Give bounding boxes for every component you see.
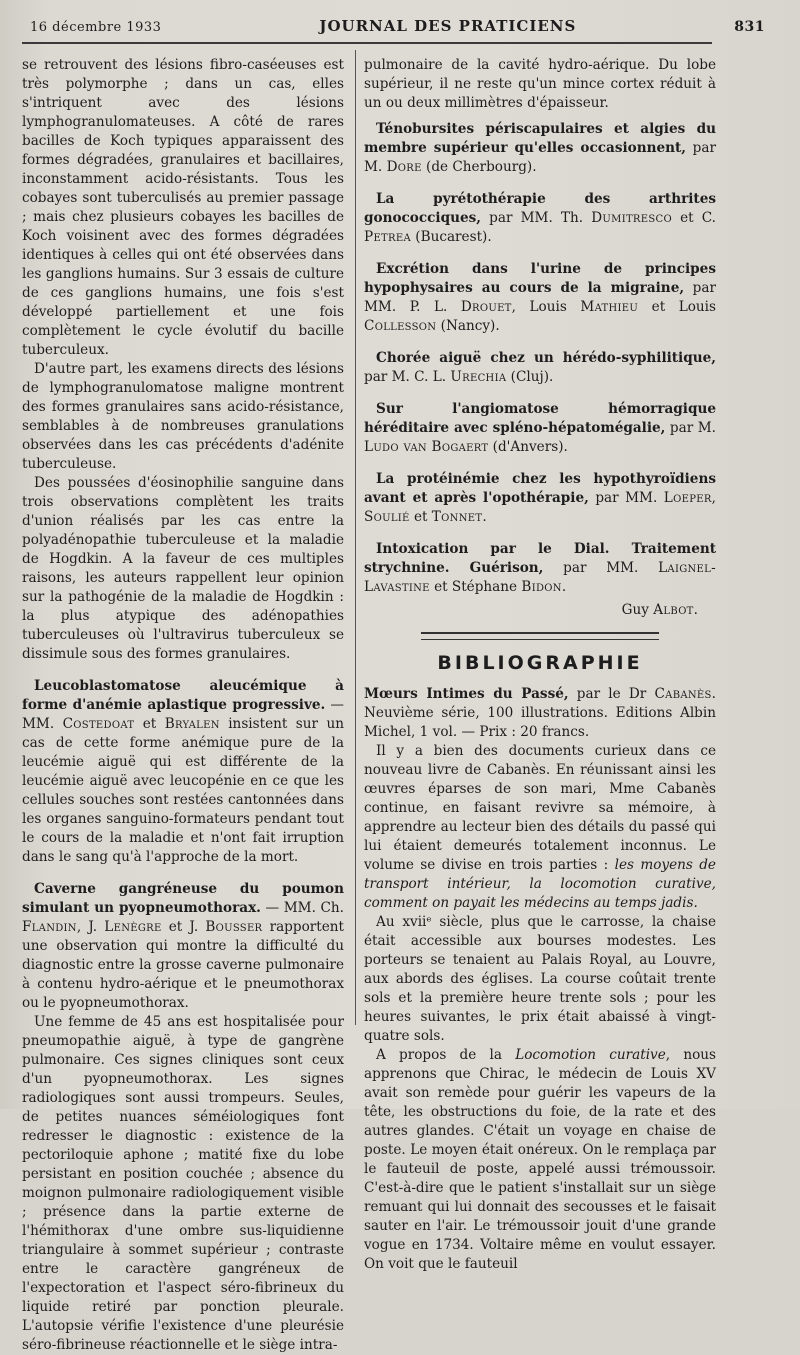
paragraph: pulmonaire de la cavité hydro-aérique. Du lobe supérieur, il ne reste qu'un mince cortex réduit à un ou deux millimètres d'épaisseur. xyxy=(364,57,716,111)
abstract-caverne-gangreneuse: Caverne gangréneuse du poumon simulant un pyopneumothorax. — MM. Ch. Flandin, J. Lenègre et J. Bousser rapportent une observation qui montre la difficulté du diagnostic entre la grosse caverne pulmonaire à contenu hydro-aérique et le pneumothorax ou le pyopneumothorax. xyxy=(22,881,344,1011)
abstract-angiomatose: Sur l'angiomatose hémorragique héréditaire avec spléno-hépatomégalie, par M. Ludo van Bogaert (d'Anvers). xyxy=(364,401,717,455)
author-name: Dumitresco xyxy=(591,210,672,226)
author-name: Collesson xyxy=(364,318,437,334)
journal-title: JOURNAL DES PRATICIENS xyxy=(319,17,577,35)
abstract-title: Excrétion dans l'urine de principes hypophysaires au cours de la migraine, xyxy=(364,261,716,296)
author-name: Ludo van Bogaert xyxy=(364,439,489,455)
author-name: Petrea xyxy=(364,229,411,245)
bibliographie-heading: BIBLIOGRAPHIE xyxy=(437,652,643,674)
paragraph: se retrouvent des lésions fibro-caséeuses est très polymorphe ; dans un cas, elles s'intriquent avec des lésions lymphogranulomateuses. A côté de rares bacilles de Koch typiques apparaissent des formes dégradées, granulaires et bacillaires, inconstamment acido-résistants. Tous les cobayes sont tuberculisés au premier passage ; mais chez plusieurs cobayes les bacilles de Koch voisinent avec des formes dégradées identiques à celles qui ont été observées dans les ganglions humains. Sur 3 essais de culture de ces ganglions humains, une fois s'est développé partiellement et une fois complètement le cycle évolutif du bacille tuberculeux. xyxy=(22,57,344,358)
column-divider xyxy=(355,50,356,1025)
review-paragraph: Au xviiᵉ siècle, plus que le carrosse, la chaise était accessible aux bourses modestes. Les porteurs se tenaient au Palais Royal, au Louvre, aux abords des églises. La course coûtait trente sols et la première heure trente sols ; pour les heures suivantes, le prix était abaissé à vingt-quatre sols. xyxy=(364,914,716,1044)
signature: Guy Albot. xyxy=(621,602,698,618)
abstract-title: La pyrétothérapie des arthrites gonococciques, xyxy=(364,191,716,226)
author-name: Lenègre xyxy=(104,919,162,935)
author-name: Mathieu xyxy=(580,299,639,315)
author-name: Soulié xyxy=(364,509,410,525)
issue-date: 16 décembre 1933 xyxy=(30,20,162,35)
abstract-tenobursites: Ténobursites périscapulaires et algies du membre supérieur qu'elles occasionnent, par M. Dore (de Cherbourg). xyxy=(364,121,716,175)
author-name: Urechia xyxy=(450,369,507,385)
running-header xyxy=(30,17,765,39)
page-number: 831 xyxy=(734,19,765,35)
abstract-title: Sur l'angiomatose hémorragique héréditaire avec spléno-hépatomégalie, xyxy=(364,401,716,436)
paragraph: D'autre part, les examens directs des lésions de lymphogranulomatose maligne montrent des formes granulaires sans acido-résistance, semblables à de nombreuses granulations observées dans les cas précédents d'adénite tuberculeuse. xyxy=(22,361,344,472)
author-name: Tonnet xyxy=(431,509,483,525)
abstract-excretion: Excrétion dans l'urine de principes hypophysaires au cours de la migraine, par MM. P. L. Drouet, Louis Mathieu et Louis Collesson (Nancy). xyxy=(364,261,716,334)
author-name: Laignel-Lavastine xyxy=(364,560,716,595)
book-author: Cabanès xyxy=(654,686,712,702)
abstract-choree: Chorée aiguë chez un hérédo-syphilitique, par M. C. L. Urechia (Cluj). xyxy=(364,350,716,385)
author-name: Bryalen xyxy=(164,716,220,732)
abstract-pyretotherapie: La pyrétothérapie des arthrites gonococciques, par MM. Th. Dumitresco et C. Petrea (Bucarest). xyxy=(364,191,716,245)
header-rule xyxy=(22,42,712,44)
book-title: Mœurs Intimes du Passé, xyxy=(364,686,569,702)
author-name: Drouet xyxy=(460,299,512,315)
author-name: Costedoat xyxy=(62,716,135,732)
abstract-title: Leucoblastomatose aleucémique à forme d'anémie aplastique progressive. xyxy=(22,678,344,713)
abstract-title: La protéinémie chez les hypothyroïdiens avant et après l'opothérapie, xyxy=(364,471,716,506)
abstract-leucoblastomatose: Leucoblastomatose aleucémique à forme d'anémie aplastique progressive. — MM. Costedoat et Bryalen insistent sur un cas de cette forme anémique pure de la leucémie aiguë qui est différente de la leucémie aiguë avec leucopénie en ce que les cellules souches sont restées cantonnées dans les organes sanguino-formateurs pendant tout le cours de la maladie et n'ont fait irruption dans le sang qu'à l'approche de la mort. xyxy=(22,678,345,865)
abstract-intoxication: Intoxication par le Dial. Traitement strychnine. Guérison, par MM. Laignel-Lavastine et Stéphane Bidon. xyxy=(364,541,716,595)
author-name: Dore xyxy=(386,159,422,175)
author-name: Bousser xyxy=(205,919,263,935)
right-column xyxy=(364,56,716,1274)
section-divider xyxy=(421,632,659,640)
abstract-title: Chorée aiguë chez un hérédo-syphilitique, xyxy=(376,350,716,366)
abstract-title: Intoxication par le Dial. Traitement strychnine. Guérison, xyxy=(364,541,716,576)
review-paragraph: A propos de la Locomotion curative, nous apprenons que Chirac, le médecin de Louis XV avait son remède pour guérir les vapeurs de la tête, les obstructions du foie, de la rate et des autres glandes. C'était un voyage en chaise de poste. Le moyen était onéreux. On le remplaça par le fauteuil de poste, appelé aussi trémoussoir. C'est-à-dire que le patient s'installait sur un siège remuant qui lui donnait des secousses et le faisait sauter en l'air. Le trémoussoir jouit d'une grande vogue en 1734. Voltaire même en voulut essayer. On voit que le fauteuil xyxy=(364,1047,717,1272)
author-name: Loeper xyxy=(663,490,712,506)
left-column xyxy=(22,56,344,1355)
author-name: Flandin xyxy=(22,919,77,935)
abstract-proteinemie: La protéinémie chez les hypothyroïdiens avant et après l'opothérapie, par MM. Loeper, Soulié et Tonnet. xyxy=(364,471,716,525)
author-name: Bidon xyxy=(521,579,562,595)
abstract-title: Caverne gangréneuse du poumon simulant un pyopneumothorax. xyxy=(22,881,344,916)
paragraph: Une femme de 45 ans est hospitalisée pour pneumopathie aiguë, à type de gangrène pulmonaire. Ces signes cliniques sont ceux d'un pyopneumothorax. Les signes radiologiques sont aussi trompeurs. Seules, de petites nuances séméiologiques font redresser le diagnostic : existence de la pectoriloquie aphone ; matité fixe du lobe persistant en position couchée ; absence du moignon pulmonaire radiologiquement visible ; présence dans la partie externe de l'hémithorax d'une ombre sus-liquidienne triangulaire à sommet supérieur ; contraste entre le caractère gangréneux de l'expectoration et l'aspect séro-fibrineux du liquide retiré par ponction pleurale. L'autopsie vérifie l'existence d'une pleurésie séro-fibrineuse réactionnelle et le siège intra- xyxy=(22,1014,344,1353)
abstract-title: Ténobursites périscapulaires et algies du membre supérieur qu'elles occasionnent, xyxy=(364,121,716,156)
paragraph: Des poussées d'éosinophilie sanguine dans trois observations complètent les traits d'union réalisés par les cas entre la polyadénopathie tuberculeuse et la maladie de Hogdkin. A la faveur de ces multiples raisons, les auteurs rappellent leur opinion sur la pathogénie de la maladie de Hogdkin : la plus atypique des adénopathies tuberculeuses où l'ultravirus tuberculeux se dissimule sous des formes granulaires. xyxy=(22,475,344,662)
book-reference: Mœurs Intimes du Passé, par le Dr Cabanès. Neuvième série, 100 illustrations. Editions Albin Michel, 1 vol. — Prix : 20 francs. xyxy=(364,686,716,740)
review-paragraph: Il y a bien des documents curieux dans ce nouveau livre de Cabanès. En réunissant ainsi les œuvres éparses de son mari, Mme Cabanès continue, en faisant revivre sa mémoire, à apprendre au lecteur bien des détails du passé qui lui étaient demeurés totalement inconnus. Le volume se divise en trois parties : les moyens de transport intérieur, la locomotion curative, comment on payait les médecins au temps jadis. xyxy=(364,743,716,911)
